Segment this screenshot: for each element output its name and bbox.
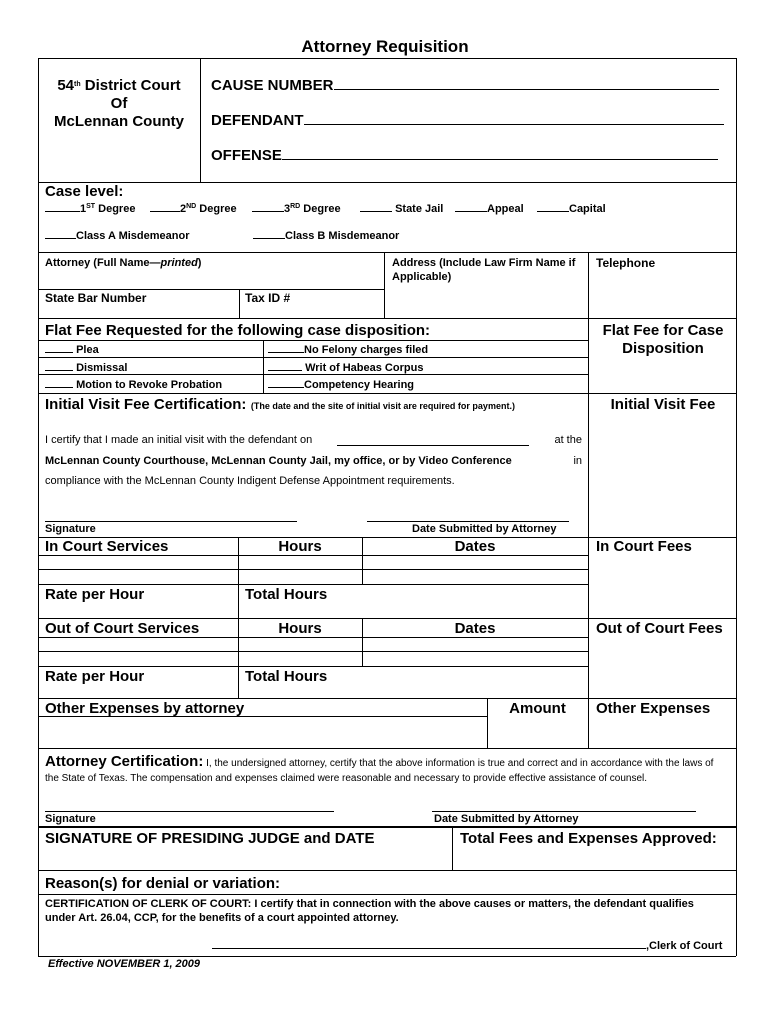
initial-visit-certification-line: I certify that I made an initial visit with the defendant on at the xyxy=(45,434,582,446)
form-left-border xyxy=(38,182,39,748)
initial-visit-right-divider xyxy=(588,393,589,537)
initial-visit-location-line: McLennan County Courthouse, McLennan County Jail, my office, or by Video Conference in xyxy=(45,455,582,467)
initial-visit-date-line[interactable] xyxy=(367,521,569,522)
in-court-total-hours-label: Total Hours xyxy=(245,586,328,603)
page-title: Attorney Requisition xyxy=(301,37,469,56)
other-expenses-top-border xyxy=(38,698,736,699)
flat-fee-heading: Flat Fee Requested for the following case disposition: xyxy=(45,322,431,339)
initial-visit-date-field[interactable] xyxy=(337,434,529,446)
case-level-class-a[interactable]: Class A Misdemeanor xyxy=(45,227,190,242)
initial-visit-compliance: compliance with the McLennan County Indigent Defense Appointment requirements. xyxy=(45,475,455,487)
case-level-class-b[interactable]: Class B Misdemeanor xyxy=(253,227,399,242)
in-court-row-line xyxy=(38,584,588,585)
attorney-cert-top-border xyxy=(38,748,736,749)
flat-fee-fee-heading: Flat Fee for Case Disposition xyxy=(602,322,724,357)
case-level-top-border xyxy=(38,182,736,183)
case-level-second-degree[interactable]: 2ND Degree xyxy=(150,200,237,215)
initial-visit-top-border xyxy=(38,393,736,394)
clerk-top-border xyxy=(38,894,736,895)
attorney-cert-signature-label: Signature xyxy=(45,813,96,825)
bar-tax-divider xyxy=(239,289,240,318)
in-court-row-line xyxy=(38,569,588,570)
flat-fee-dismissal[interactable]: Dismissal xyxy=(45,359,127,374)
denial-top-border xyxy=(38,870,736,871)
case-level-label: Case level: xyxy=(45,183,124,200)
total-fees-approved-label: Total Fees and Expenses Approved: xyxy=(460,830,717,847)
in-court-fees-label: In Court Fees xyxy=(596,538,692,555)
initial-visit-heading: Initial Visit Fee Certification: (The date and the site of initial visit are required for payment.) xyxy=(45,396,515,413)
judge-divider xyxy=(452,827,453,870)
attorney-bar-top-border xyxy=(38,289,384,290)
judge-top-border xyxy=(38,826,736,828)
initial-visit-signature-line[interactable] xyxy=(45,521,297,522)
header-divider xyxy=(200,58,201,182)
flat-fee-habeas[interactable]: Writ of Habeas Corpus xyxy=(268,359,423,374)
form-right-border xyxy=(736,182,737,748)
out-court-top-border xyxy=(38,618,736,619)
attorney-address-label: Address (Include Law Firm Name if Applicable) xyxy=(392,257,576,283)
header-top-border xyxy=(38,58,736,59)
attorney-phone-divider xyxy=(588,252,589,318)
cause-number-field[interactable]: CAUSE NUMBER xyxy=(211,77,719,94)
clerk-certification: CERTIFICATION OF CLERK OF COURT: I certify that in connection with the above causes or matters, the defendant qualifies under Art. 26.04, CCP, for the benefits of a court appointed attorney. xyxy=(45,898,694,924)
form-bottom-border xyxy=(38,956,736,957)
flat-fee-plea[interactable]: Plea xyxy=(45,341,99,356)
flat-fee-competency[interactable]: Competency Hearing xyxy=(268,376,414,391)
flat-fee-row-line xyxy=(38,357,588,358)
out-court-rate-label: Rate per Hour xyxy=(45,668,145,685)
tax-id-label: Tax ID # xyxy=(245,291,291,305)
other-expenses-label: Other Expenses by attorney xyxy=(45,700,245,717)
other-expenses-fees-label: Other Expenses xyxy=(596,700,711,717)
denial-reason-label: Reason(s) for denial or variation: xyxy=(45,875,281,892)
flat-fee-row-line xyxy=(38,374,588,375)
out-court-total-hours-label: Total Hours xyxy=(245,668,328,685)
other-expenses-amount-label: Amount xyxy=(509,700,566,717)
attorney-address-divider xyxy=(384,252,385,318)
out-court-row-line xyxy=(38,637,588,638)
flat-fee-no-felony[interactable]: No Felony charges filed xyxy=(268,341,428,356)
flat-fee-right-divider xyxy=(588,318,589,393)
initial-visit-date-label: Date Submitted by Attorney xyxy=(412,523,557,535)
judge-signature-label: SIGNATURE OF PRESIDING JUDGE and DATE xyxy=(45,830,375,847)
attorney-cert-signature-line[interactable] xyxy=(45,811,334,812)
case-level-appeal[interactable]: Appeal xyxy=(455,200,524,215)
bottom-left-border xyxy=(38,748,39,956)
case-level-capital[interactable]: Capital xyxy=(537,200,606,215)
out-court-dates-label: Dates xyxy=(454,620,496,637)
out-court-row-line xyxy=(38,651,588,652)
bottom-right-border xyxy=(736,748,737,956)
in-court-services-label: In Court Services xyxy=(45,538,169,555)
case-level-first-degree[interactable]: 1ST Degree xyxy=(45,200,135,215)
flat-fee-revoke[interactable]: Motion to Revoke Probation xyxy=(45,376,222,391)
defendant-field[interactable]: DEFENDANT xyxy=(211,112,724,129)
in-court-right-divider xyxy=(588,537,589,618)
case-level-third-degree[interactable]: 3RD Degree xyxy=(252,200,341,215)
out-court-fees-label: Out of Court Fees xyxy=(596,620,723,637)
out-court-right-divider xyxy=(588,618,589,698)
attorney-name-label: Attorney (Full Name—printed) xyxy=(45,257,202,269)
attorney-cert-date-label: Date Submitted by Attorney xyxy=(434,813,579,825)
court-name: 54th District Court Of McLennan County xyxy=(54,77,184,130)
initial-visit-signature-label: Signature xyxy=(45,523,96,535)
state-bar-label: State Bar Number xyxy=(45,291,147,305)
effective-date: Effective NOVEMBER 1, 2009 xyxy=(48,958,201,970)
in-court-dates-label: Dates xyxy=(454,538,496,555)
clerk-signature-field[interactable]: ,Clerk of Court xyxy=(212,937,722,952)
case-level-state-jail[interactable]: State Jail xyxy=(360,200,443,215)
out-court-services-label: Out of Court Services xyxy=(45,620,200,637)
header-right-border xyxy=(736,58,737,182)
attorney-telephone-label: Telephone xyxy=(596,256,656,270)
attorney-certification: Attorney Certification: I, the undersigned attorney, certify that the above information is true and correct and in accordance with the laws of the State of Texas. The compensation and expenses claimed were reasonable and necessary to provide effective assistance of counsel. xyxy=(45,753,714,784)
flat-fee-column-divider xyxy=(263,340,264,393)
in-court-hours-label: Hours xyxy=(278,538,322,555)
out-court-row-line xyxy=(38,666,588,667)
attorney-cert-date-line[interactable] xyxy=(432,811,696,812)
attorney-top-border xyxy=(38,252,736,253)
other-expenses-right-divider xyxy=(588,698,589,748)
in-court-row-line xyxy=(38,555,588,556)
offense-field[interactable]: OFFENSE xyxy=(211,147,718,164)
initial-visit-fee-heading: Initial Visit Fee xyxy=(610,396,716,413)
in-court-rate-label: Rate per Hour xyxy=(45,586,145,603)
out-court-hours-label: Hours xyxy=(278,620,322,637)
flat-fee-top-border xyxy=(38,318,736,319)
